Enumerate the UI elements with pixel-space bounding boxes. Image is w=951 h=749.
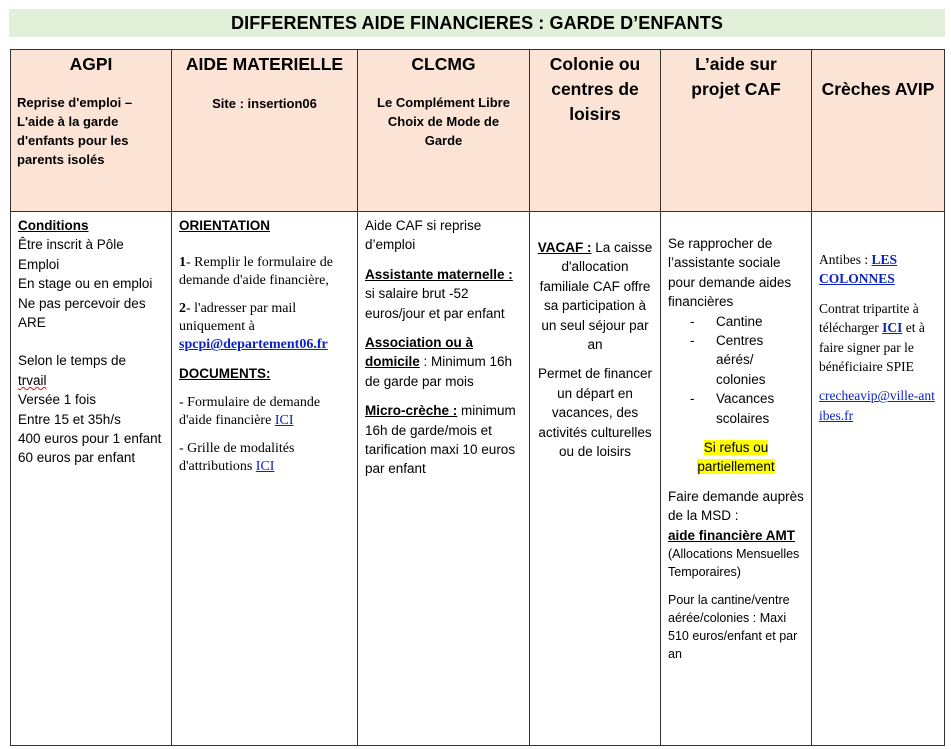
content-row (11, 212, 945, 746)
colonie-cell (530, 212, 661, 746)
selon-text (18, 351, 164, 390)
vacaf-block: VACAF : La caisse d'allocation familiale CAF offre sa participation à un seul séjour par an (537, 240, 653, 353)
header-row (11, 50, 945, 212)
header-projet-caf (661, 50, 812, 212)
column-name: AGPI (69, 54, 113, 74)
permet-text: Permet de financer un départ en vacances, des activités culturelles ou de loisirs (537, 366, 653, 460)
condition-item: Être inscrit à Pôle Emploi (18, 237, 124, 272)
contrat-text: Contrat tripartite à télécharger ICI et à faire signer par le bénéficiaire SPIE (819, 300, 925, 375)
header-colonie (530, 50, 661, 212)
list-item: - Vacances scolaires (668, 389, 804, 428)
email-link[interactable]: spcpi@departement06.fr (179, 337, 328, 353)
document-link[interactable]: ICI (255, 458, 275, 474)
column-subtitle: Le Complément Libre Choix de Mode de Garde (377, 95, 510, 148)
aid-list (668, 312, 804, 428)
assistante-block: Assistante maternelle : si salaire brut -52 euros/jour et par enfant (365, 266, 513, 321)
column-name: AIDE MATERIELLE (185, 54, 344, 74)
antibes-line: Antibes : LES COLONNES (819, 252, 898, 287)
list-item: - Centres aérés/ colonies (668, 331, 804, 389)
header-agpi (11, 50, 172, 212)
document-item: - Grille de modalités d'attributions ICI (179, 440, 295, 474)
aid-table (10, 49, 945, 746)
column-name: L’aide sur projet CAF (691, 54, 781, 99)
condition-item: Ne pas percevoir des ARE (18, 295, 146, 331)
header-clcmg (358, 50, 530, 212)
column-name: Crèches AVIP (821, 79, 935, 99)
msd-text: Faire demande auprès de la MSD : (668, 488, 804, 524)
agpi-detail: Versée 1 fois (18, 392, 97, 408)
trvail-word: trvail (18, 372, 47, 388)
agpi-detail: 400 euros pour 1 enfant (18, 431, 162, 447)
header-aide-materielle (172, 50, 358, 212)
creches-cell (812, 212, 945, 746)
conditions-title: Conditions (18, 218, 89, 233)
header-creches (812, 50, 945, 212)
creche-email-link[interactable]: crecheavip@ville-antibes.fr (819, 388, 935, 423)
column-name: CLCMG (411, 54, 476, 74)
document-item: - Formulaire de demande d'aide financière ICI (179, 394, 321, 428)
column-name: Colonie ou centres de loisirs (549, 54, 641, 124)
aide-materielle-cell (172, 212, 358, 746)
page-title: DIFFERENTES AIDE FINANCIERES : GARDE D’ENFANTS (9, 9, 945, 37)
column-subtitle: Site : insertion06 (212, 96, 317, 111)
list-item: - Cantine (668, 312, 804, 331)
refus-note: Si refus ou partiellement (697, 440, 775, 475)
documents-title: DOCUMENTS: (179, 366, 271, 382)
projet-caf-cell (661, 212, 812, 746)
association-block: Association ou à domicile : Minimum 16h de garde par mois (365, 335, 513, 389)
amt-detail: (Allocations Mensuelles Temporaires) (668, 547, 800, 580)
orientation-title: ORIENTATION (179, 218, 270, 233)
projet-intro: Se rapprocher de l’assistante sociale pour demande aides financières (668, 236, 792, 310)
selon-label: Selon le temps de (18, 353, 127, 369)
document-link[interactable]: ICI (274, 412, 294, 428)
amt-title: aide financière AMT (668, 527, 796, 543)
step-1: 1- Remplir le formulaire de demande d'aide financière, (179, 255, 333, 289)
clcmg-intro: Aide CAF si reprise d’emploi (365, 218, 482, 253)
agpi-detail: 60 euros par enfant (18, 450, 136, 466)
agpi-detail: Entre 15 et 35h/s (18, 411, 121, 427)
micro-block: Micro-crèche : minimum 16h de garde/mois et tarification maxi 10 euros par enfant (365, 403, 516, 477)
cantine-note: Pour la cantine/ventre aérée/colonies : Maxi 510 euros/enfant et par an (668, 593, 798, 662)
contrat-link[interactable]: ICI (882, 320, 903, 336)
condition-item: En stage ou en emploi (18, 276, 153, 292)
step-2: 2- l'adresser par mail uniquement à (179, 301, 297, 335)
colonnes-link[interactable]: LES COLONNES (819, 252, 898, 287)
agpi-cell (11, 212, 172, 746)
clcmg-cell (358, 212, 530, 746)
column-subtitle: Reprise d'emploi – L'aide à la garde d'enfants pour les parents isolés (17, 95, 133, 167)
